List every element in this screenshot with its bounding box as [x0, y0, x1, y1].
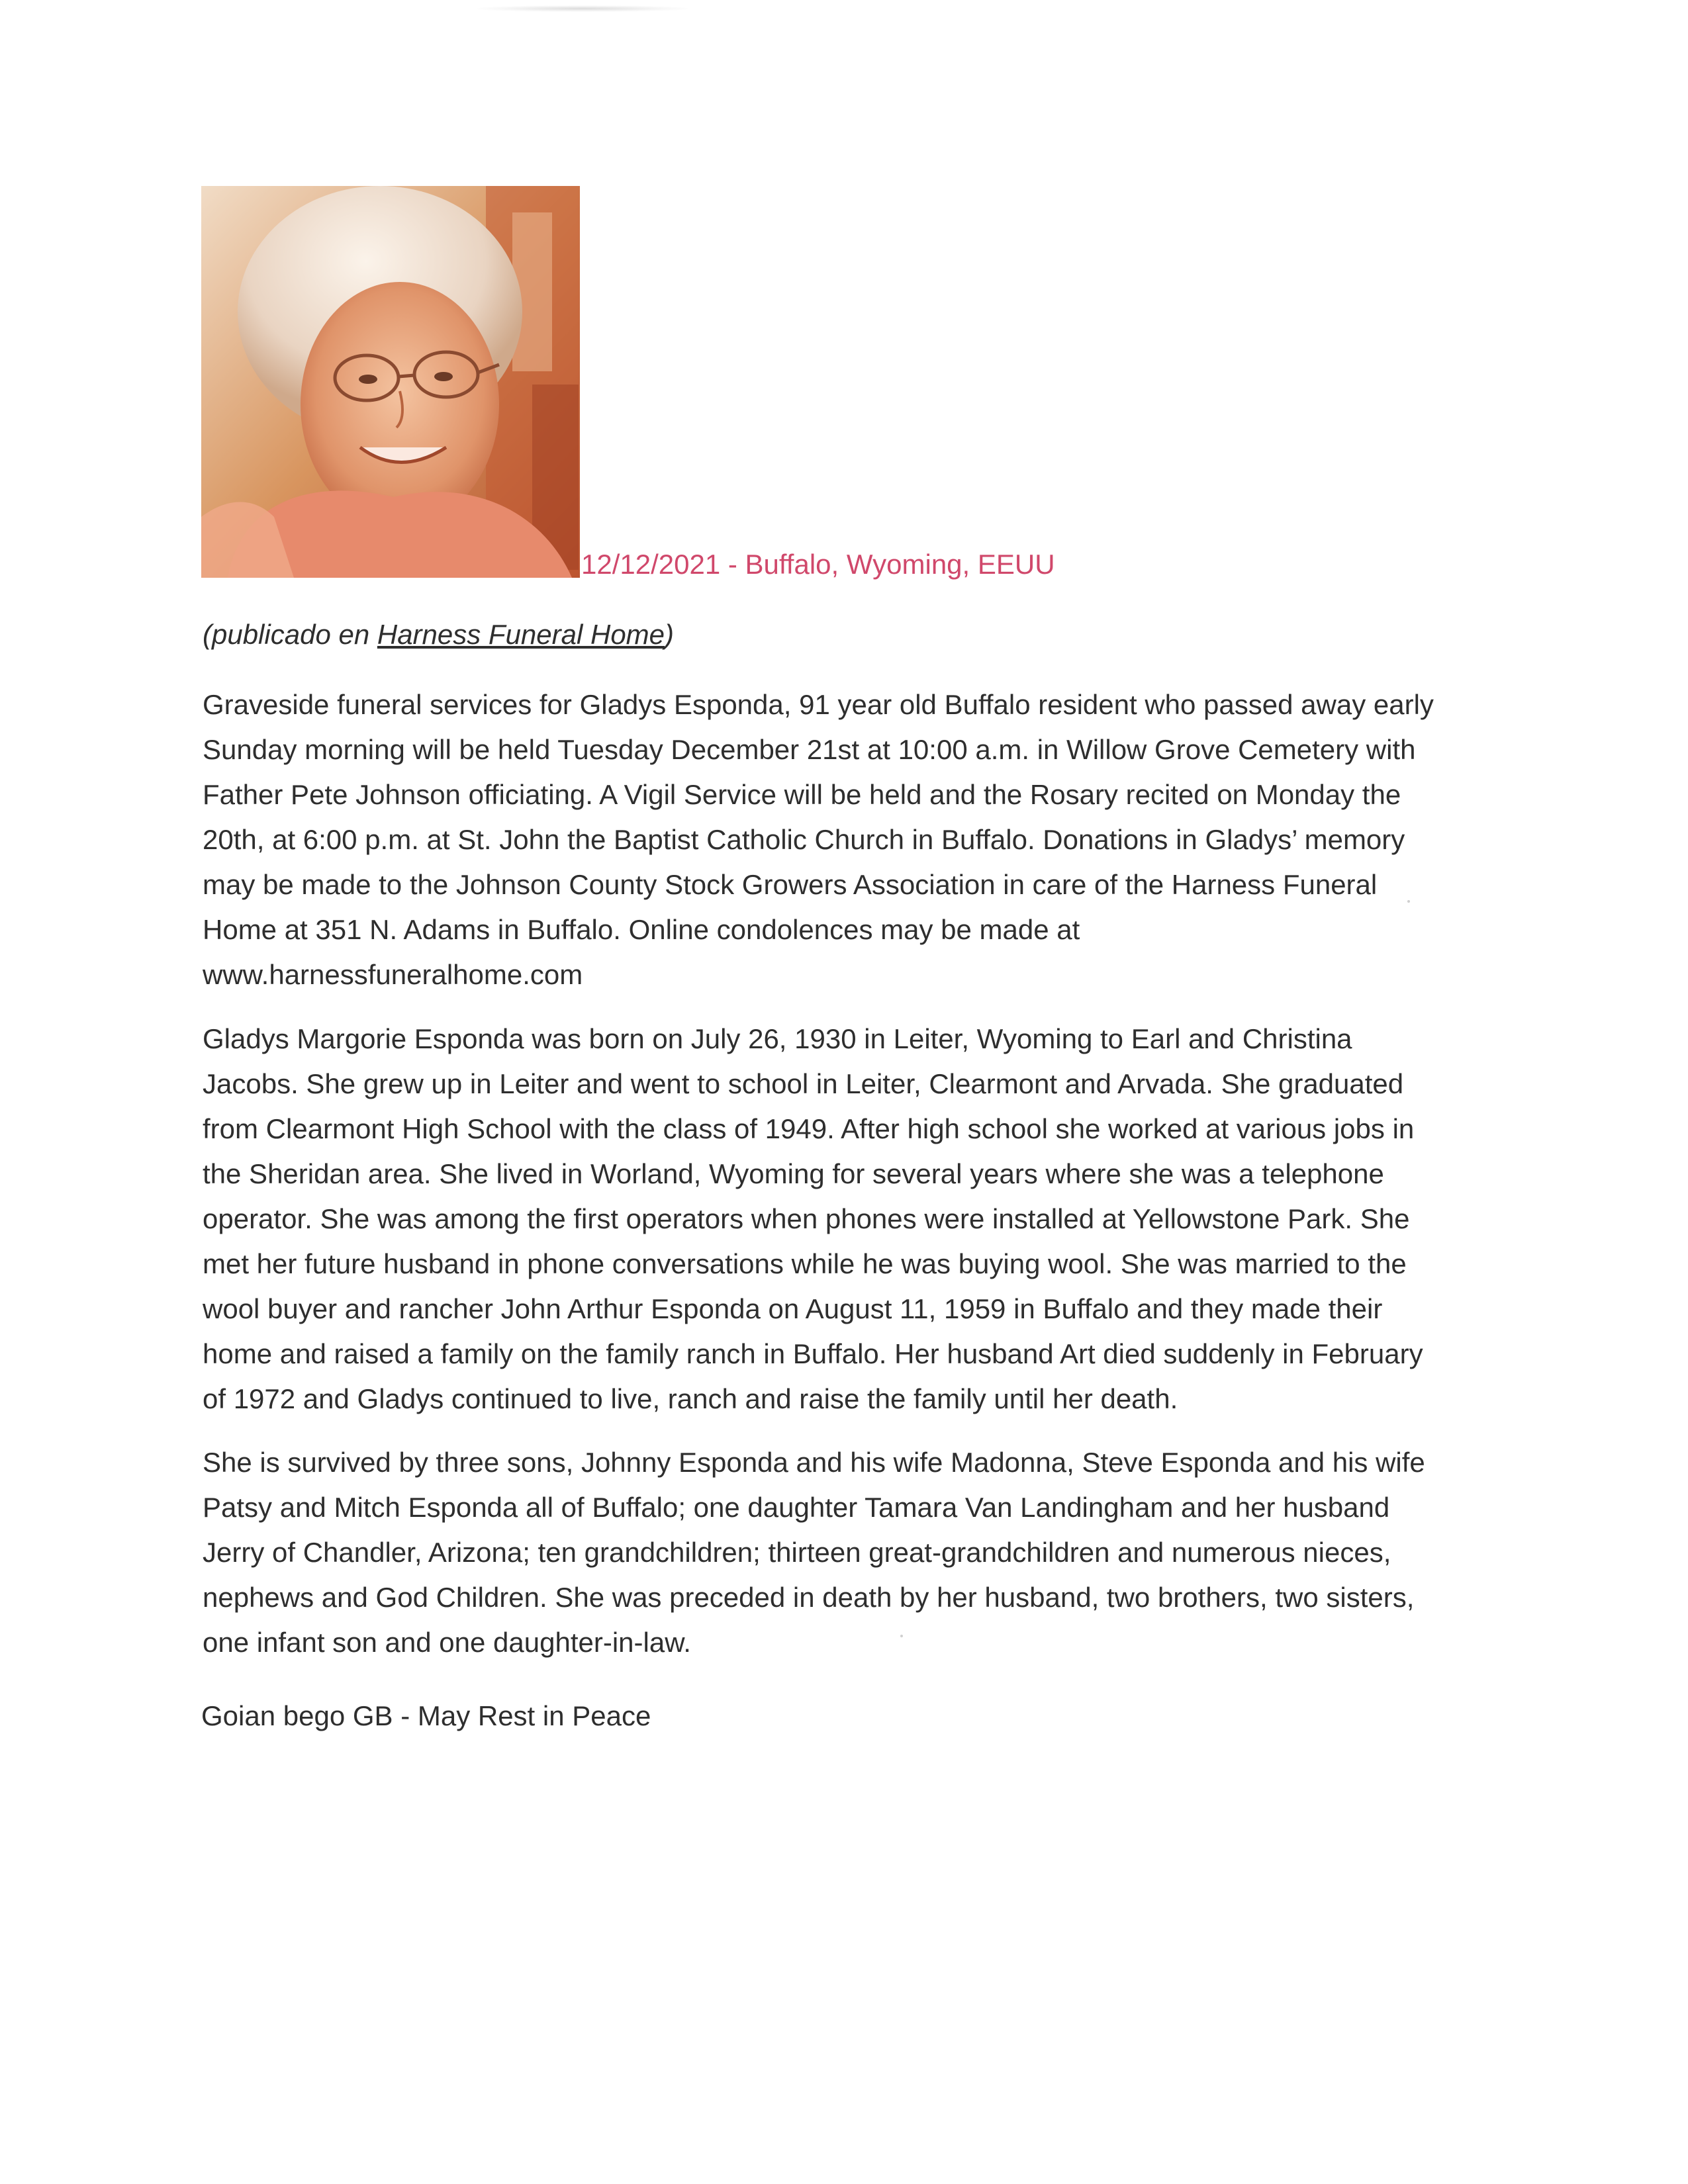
paragraph-line: Graveside funeral services for Gladys Esponda, 91 year old Buffalo resident who passed away early	[203, 689, 1434, 720]
source-note	[203, 621, 674, 649]
paragraph-line: Home at 351 N. Adams in Buffalo. Online condolences may be made at	[203, 914, 1080, 945]
paragraph-line: of 1972 and Gladys continued to live, ranch and raise the family until her death.	[203, 1383, 1178, 1414]
paragraph-line: met her future husband in phone conversations while he was buying wool. She was married to the	[203, 1248, 1407, 1279]
service-details-paragraph	[203, 682, 1513, 997]
scan-speck	[900, 1635, 903, 1637]
paragraph-line: the Sheridan area. She lived in Worland, Wyoming for several years where she was a telephone	[203, 1158, 1384, 1189]
paragraph-line: nephews and God Children. She was preceded in death by her husband, two brothers, two sisters,	[203, 1582, 1415, 1613]
paragraph-line: from Clearmont High School with the class of 1949. After high school she worked at various jobs in	[203, 1113, 1415, 1144]
paragraph-line: wool buyer and rancher John Arthur Esponda on August 11, 1959 in Buffalo and they made their	[203, 1293, 1383, 1324]
survivors-paragraph	[203, 1440, 1513, 1665]
paragraph-line: Sunday morning will be held Tuesday December 21st at 10:00 a.m. in Willow Grove Cemetery with	[203, 734, 1416, 765]
paragraph-line: Jerry of Chandler, Arizona; ten grandchildren; thirteen great-grandchildren and numerous nieces,	[203, 1537, 1391, 1568]
paragraph-line: home and raised a family on the family ranch in Buffalo. Her husband Art died suddenly in February	[203, 1338, 1423, 1369]
portrait-photo	[201, 186, 580, 578]
scan-artifact	[477, 5, 688, 12]
source-suffix: )	[665, 619, 675, 650]
source-prefix: (publicado en	[203, 619, 377, 650]
website-url: www.harnessfuneralhome.com	[203, 959, 583, 990]
scan-speck	[1407, 900, 1410, 903]
paragraph-line: Gladys Margorie Esponda was born on July 26, 1930 in Leiter, Wyoming to Earl and Christina	[203, 1023, 1352, 1054]
closing-line: Goian bego GB - May Rest in Peace	[201, 1700, 651, 1731]
paragraph-line: Father Pete Johnson officiating. A Vigil Service will be held and the Rosary recited on Monday the	[203, 779, 1401, 810]
paragraph-line: She is survived by three sons, Johnny Esponda and his wife Madonna, Steve Esponda and his wife	[203, 1447, 1425, 1478]
paragraph-line: Jacobs. She grew up in Leiter and went to school in Leiter, Clearmont and Arvada. She graduated	[203, 1068, 1404, 1099]
biography-paragraph	[203, 1017, 1513, 1422]
harness-funeral-home-link[interactable]: Harness Funeral Home	[377, 619, 665, 650]
paragraph-line: 20th, at 6:00 p.m. at St. John the Baptist Catholic Church in Buffalo. Donations in Gladys’ memory	[203, 824, 1405, 855]
paragraph-line: Patsy and Mitch Esponda all of Buffalo; one daughter Tamara Van Landingham and her husband	[203, 1492, 1390, 1523]
paragraph-line: may be made to the Johnson County Stock Growers Association in care of the Harness Funeral	[203, 869, 1378, 900]
paragraph-line: one infant son and one daughter-in-law.	[203, 1627, 691, 1658]
paragraph-line: operator. She was among the first operators when phones were installed at Yellowstone Park. She	[203, 1203, 1410, 1234]
date-location: 12/12/2021 - Buffalo, Wyoming, EEUU	[581, 549, 1055, 580]
